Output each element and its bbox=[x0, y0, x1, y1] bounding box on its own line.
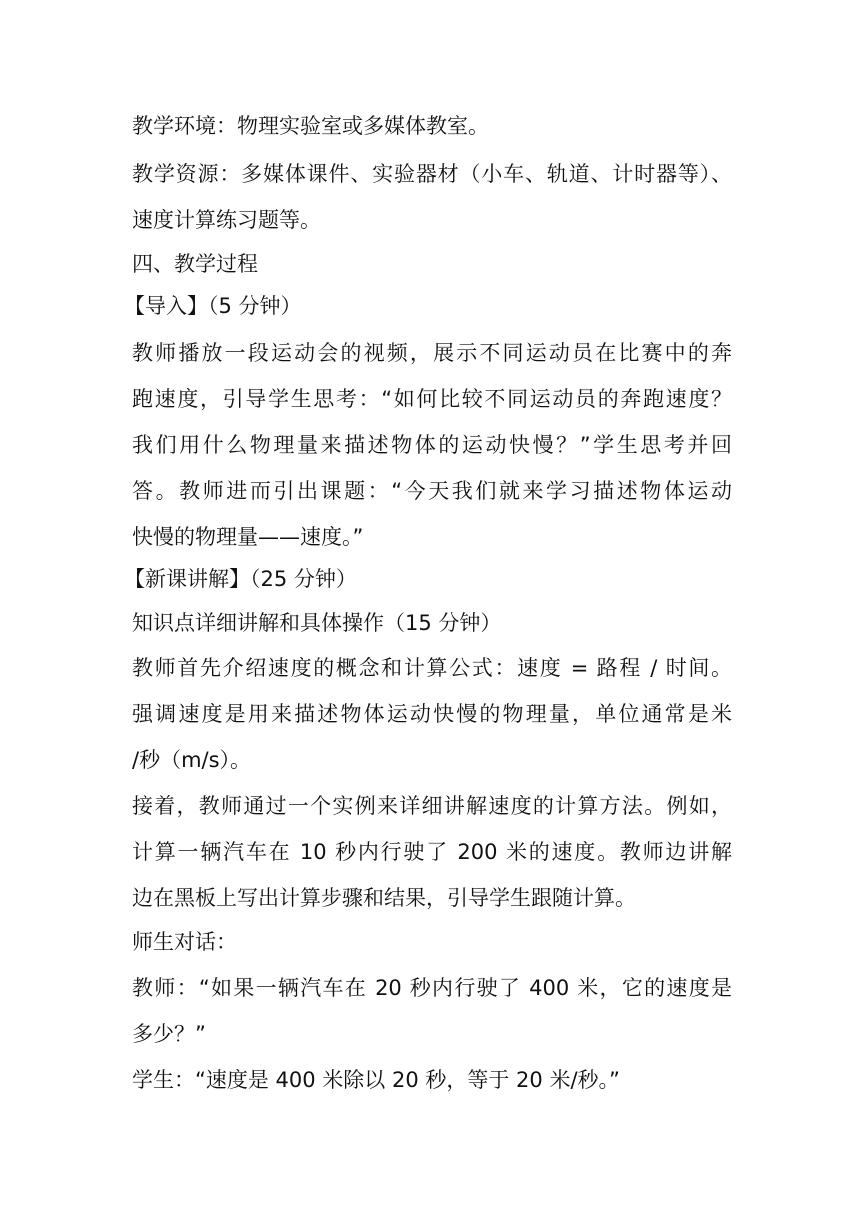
paragraph-example-line-1: 接着，教师通过一个实例来详细讲解速度的计算方法。例如， bbox=[132, 794, 732, 818]
subheading-knowledge-points: 知识点详细讲解和具体操作（15 分钟） bbox=[132, 611, 502, 635]
paragraph-intro-line-3: 我们用什么物理量来描述物体的运动快慢？”学生思考并回 bbox=[132, 433, 732, 457]
subheading-new-lesson: 【新课讲解】（25 分钟） bbox=[124, 567, 357, 591]
section-heading-teaching-process: 四、教学过程 bbox=[132, 252, 258, 276]
paragraph-example-line-2: 计算一辆汽车在 10 秒内行驶了 200 米的速度。教师边讲解 bbox=[132, 840, 732, 864]
paragraph-intro-line-5: 快慢的物理量——速度。” bbox=[132, 525, 364, 549]
paragraph-intro-line-2: 跑速度，引导学生思考：“如何比较不同运动员的奔跑速度？ bbox=[132, 387, 732, 411]
dialogue-teacher-line-1: 教师：“如果一辆汽车在 20 秒内行驶了 400 米，它的速度是 bbox=[132, 976, 732, 1000]
paragraph-formula-line-3: /秒（m/s）。 bbox=[132, 748, 252, 772]
label-dialogue: 师生对话： bbox=[132, 930, 237, 954]
line-resources-continued: 速度计算练习题等。 bbox=[132, 208, 321, 232]
paragraph-intro-line-4: 答。教师进而引出课题：“今天我们就来学习描述物体运动 bbox=[132, 479, 732, 503]
paragraph-example-line-3: 边在黑板上写出计算步骤和结果，引导学生跟随计算。 bbox=[132, 886, 636, 910]
subheading-introduction: 【导入】（5 分钟） bbox=[124, 294, 302, 318]
line-teaching-environment: 教学环境：物理实验室或多媒体教室。 bbox=[132, 114, 489, 138]
dialogue-student: 学生：“速度是 400 米除以 20 秒，等于 20 米/秒。” bbox=[132, 1068, 620, 1092]
line-teaching-resources: 教学资源：多媒体课件、实验器材（小车、轨道、计时器等）、 bbox=[132, 162, 732, 186]
paragraph-formula-line-1: 教师首先介绍速度的概念和计算公式：速度 = 路程 / 时间。 bbox=[132, 656, 732, 680]
dialogue-teacher-line-2: 多少？” bbox=[132, 1022, 206, 1046]
paragraph-intro-line-1: 教师播放一段运动会的视频，展示不同运动员在比赛中的奔 bbox=[132, 341, 732, 365]
paragraph-formula-line-2: 强调速度是用来描述物体运动快慢的物理量，单位通常是米 bbox=[132, 702, 732, 726]
